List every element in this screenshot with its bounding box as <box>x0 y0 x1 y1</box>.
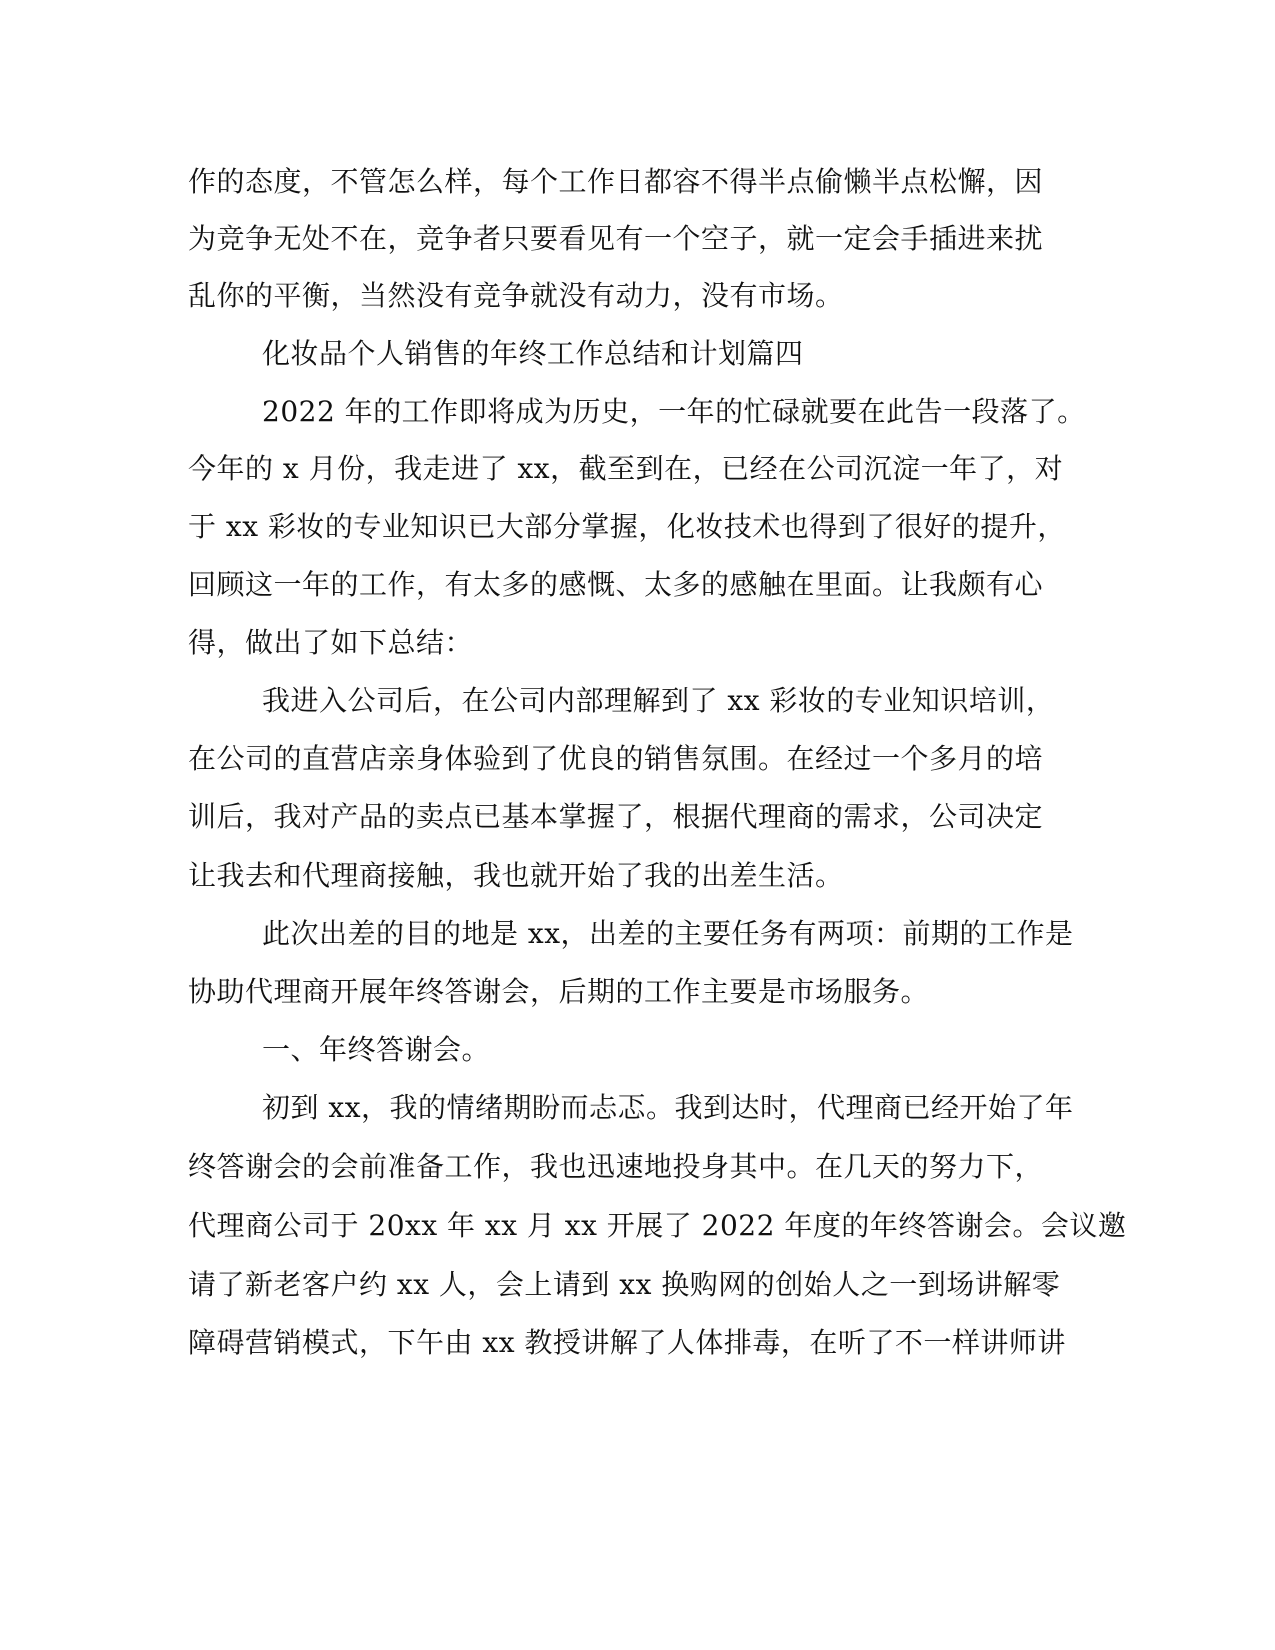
text-line: 乱你的平衡，当然没有竞争就没有动力，没有市场。 <box>188 279 844 312</box>
text-line: 请了新老客户约 xx 人，会上请到 xx 换购网的创始人之一到场讲解零 <box>188 1268 1061 1301</box>
text-line: 代理商公司于 20xx 年 xx 月 xx 开展了 2022 年度的年终答谢会。会议邀 <box>188 1209 1127 1242</box>
text-line: 于 xx 彩妆的专业知识已大部分掌握，化妆技术也得到了很好的提升， <box>188 510 1066 543</box>
text-line: 终答谢会的会前准备工作，我也迅速地投身其中。在几天的努力下， <box>188 1150 1044 1183</box>
text-line: 今年的 x 月份，我走进了 xx，截至到在，已经在公司沉淀一年了，对 <box>188 452 1064 485</box>
text-line: 为竞争无处不在，竞争者只要看见有一个空子，就一定会手插进来扰 <box>188 222 1044 255</box>
subsection-heading: 一、年终答谢会。 <box>262 1033 491 1066</box>
text-line: 此次出差的目的地是 xx，出差的主要任务有两项：前期的工作是 <box>262 917 1074 950</box>
text-line: 回顾这一年的工作，有太多的感慨、太多的感触在里面。让我颇有心 <box>188 568 1044 601</box>
text-line: 得，做出了如下总结： <box>188 626 474 659</box>
text-line: 训后，我对产品的卖点已基本掌握了，根据代理商的需求，公司决定 <box>188 800 1044 833</box>
text-line: 2022 年的工作即将成为历史，一年的忙碌就要在此告一段落了。 <box>262 395 1086 428</box>
section-heading: 化妆品个人销售的年终工作总结和计划篇四 <box>262 337 804 370</box>
text-line: 在公司的直营店亲身体验到了优良的销售氛围。在经过一个多月的培 <box>188 742 1044 775</box>
text-line: 我进入公司后，在公司内部理解到了 xx 彩妆的专业知识培训， <box>262 684 1055 717</box>
text-line: 让我去和代理商接触，我也就开始了我的出差生活。 <box>188 859 844 892</box>
text-line: 作的态度，不管怎么样，每个工作日都容不得半点偷懒半点松懈，因 <box>188 165 1044 198</box>
text-line: 协助代理商开展年终答谢会，后期的工作主要是市场服务。 <box>188 975 930 1008</box>
text-line: 障碍营销模式，下午由 xx 教授讲解了人体排毒，在听了不一样讲师讲 <box>188 1326 1066 1359</box>
text-line: 初到 xx，我的情绪期盼而忐忑。我到达时，代理商已经开始了年 <box>262 1091 1074 1124</box>
